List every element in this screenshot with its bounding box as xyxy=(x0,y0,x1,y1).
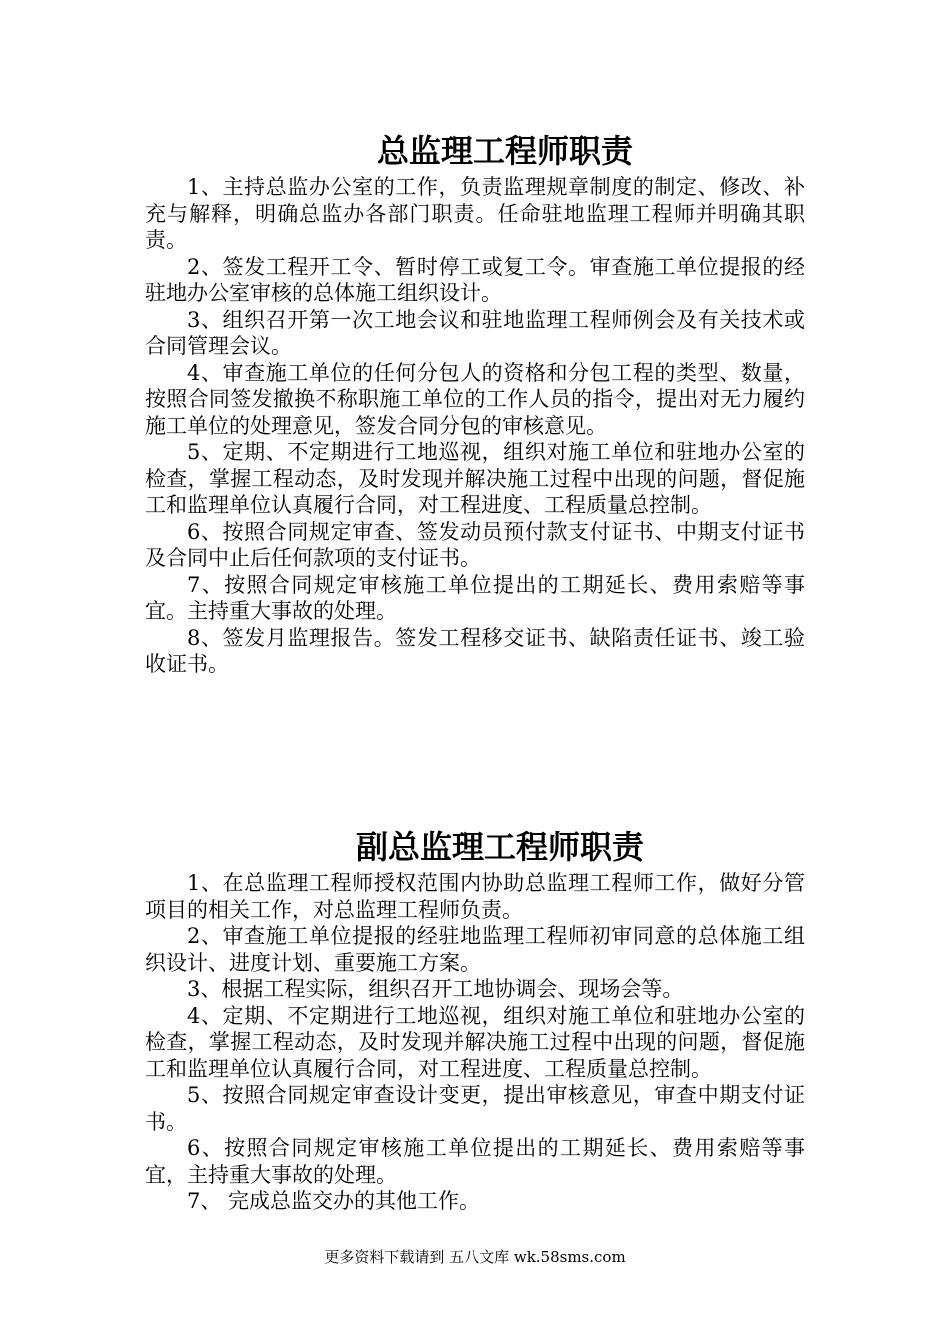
duty-item: 8、签发月监理报告。签发工程移交证书、缺陷责任证书、竣工验收证书。 xyxy=(145,625,805,676)
duty-item: 7、 完成总监交办的其他工作。 xyxy=(187,1189,481,1213)
duty-item: 6、按照合同规定审核施工单位提出的工期延长、费用索赔等事宜，主持重大事故的处理。 xyxy=(145,1136,805,1187)
duty-item: 5、按照合同规定审查设计变更，提出审核意见，审查中期支付证书。 xyxy=(145,1083,805,1134)
section-deputy-chief-engineer-duties xyxy=(145,824,805,1215)
duty-item: 5、定期、不定期进行工地巡视，组织对施工单位和驻地办公室的检查，掌握工程动态，及时发现并解决施工过程中出现的问题，督促施工和监理单位认真履行合同，对工程进度、工程质量总控制。 xyxy=(145,440,805,517)
duty-item: 2、审查施工单位提报的经驻地监理工程师初审同意的总体施工组织设计、进度计划、重要施工方案。 xyxy=(145,924,805,975)
footer-text: 更多资料下载请到 五八文库 wk.58sms.com xyxy=(324,1248,626,1266)
duty-item: 3、根据工程实际，组织召开工地协调会、现场会等。 xyxy=(187,977,684,1001)
section-title: 副总监理工程师职责 xyxy=(355,828,644,866)
duty-item: 3、组织召开第一次工地会议和驻地监理工程师例会及有关技术或合同管理会议。 xyxy=(145,307,805,358)
section-title: 总监理工程师职责 xyxy=(376,132,633,170)
duty-item: 4、定期、不定期进行工地巡视，组织对施工单位和驻地办公室的检查，掌握工程动态，及时发现并解决施工过程中出现的问题，督促施工和监理单位认真履行合同，对工程进度、工程质量总控制。 xyxy=(145,1003,805,1081)
duty-item: 4、审查施工单位的任何分包人的资格和分包工程的类型、数量，按照合同签发撤换不称职施工单位的工作人员的指令，提出对无力履约施工单位的处理意见，签发合同分包的审核意见。 xyxy=(145,360,805,438)
duty-item: 2、签发工程开工令、暂时停工或复工令。审查施工单位提报的经驻地办公室审核的总体施工组织设计。 xyxy=(145,254,805,305)
section-chief-engineer-duties xyxy=(145,128,805,678)
duty-item: 6、按照合同规定审查、签发动员预付款支付证书、中期支付证书及合同中止后任何款项的支付证书。 xyxy=(145,519,805,570)
duty-item: 1、主持总监办公室的工作，负责监理规章制度的制定、修改、补充与解释，明确总监办各部门职责。任命驻地监理工程师并明确其职责。 xyxy=(145,175,805,252)
duty-item: 7、按照合同规定审核施工单位提出的工期延长、费用索赔等事宜。主持重大事故的处理。 xyxy=(145,572,805,623)
duty-item: 1、在总监理工程师授权范围内协助总监理工程师工作，做好分管项目的相关工作，对总监理工程师负责。 xyxy=(145,871,805,922)
